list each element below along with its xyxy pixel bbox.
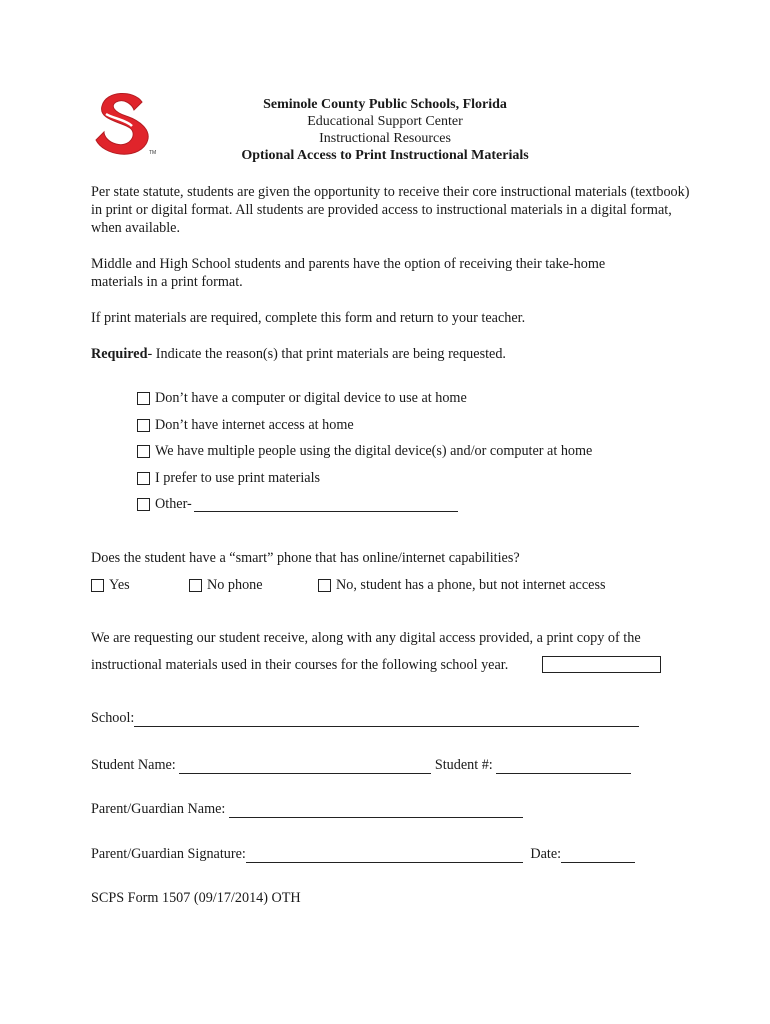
request-line-2: instructional materials used in their courses for the following school year. — [91, 657, 509, 673]
required-label: Required — [91, 346, 148, 362]
date-input-line[interactable] — [561, 848, 635, 863]
required-line — [91, 345, 691, 363]
option-label: No phone — [207, 577, 263, 593]
guardian-signature-input-line[interactable] — [246, 848, 523, 863]
reason-shared-device — [137, 442, 592, 460]
middle-high-paragraph: Middle and High School students and parents have the option of receiving their take-home materials in a print format. — [91, 256, 606, 290]
reason-other — [137, 495, 458, 513]
phone-question: Does the student have a “smart” phone that has online/internet capabilities? — [91, 550, 520, 566]
student-field — [91, 756, 631, 774]
instructions-paragraph: If print materials are required, complete this form and return to your teacher. — [91, 310, 526, 326]
guardian-name-input-line[interactable] — [229, 803, 523, 818]
guardian-name-field — [91, 800, 523, 818]
student-name-input-line[interactable] — [179, 759, 431, 774]
checkbox[interactable] — [137, 419, 150, 432]
phone-option-yes — [91, 576, 130, 594]
guardian-signature-field — [91, 845, 635, 863]
checkbox[interactable] — [91, 579, 104, 592]
scps-logo — [92, 88, 158, 158]
dept-name: Educational Support Center — [307, 114, 463, 129]
checkbox[interactable] — [189, 579, 202, 592]
reason-label: Don’t have a computer or digital device to use at home — [155, 390, 467, 406]
reason-prefer-print — [137, 469, 320, 487]
org-name: Seminole County Public Schools, Florida — [263, 97, 507, 112]
option-label: No, student has a phone, but not internet access — [336, 577, 606, 593]
phone-option-no-internet — [318, 576, 606, 594]
form-header — [150, 96, 620, 164]
checkbox[interactable] — [137, 392, 150, 405]
reason-no-device — [137, 389, 467, 407]
student-number-label: Student #: — [434, 757, 493, 773]
reason-label: We have multiple people using the digital device(s) and/or computer at home — [155, 443, 593, 459]
required-text: - Indicate the reason(s) that print materials are being requested. — [147, 346, 506, 362]
checkbox[interactable] — [137, 498, 150, 511]
option-label: Yes — [109, 577, 130, 593]
reason-label: Other- — [155, 496, 192, 512]
reason-no-internet — [137, 416, 354, 434]
other-input-line[interactable] — [194, 497, 458, 512]
student-name-label: Student Name: — [91, 757, 176, 773]
guardian-name-label: Parent/Guardian Name: — [91, 801, 226, 817]
reason-label: I prefer to use print materials — [155, 470, 321, 486]
checkbox[interactable] — [318, 579, 331, 592]
checkbox[interactable] — [137, 445, 150, 458]
phone-option-no-phone — [189, 576, 263, 594]
reason-label: Don’t have internet access at home — [155, 417, 354, 433]
form-number: SCPS Form 1507 (09/17/2014) OTH — [91, 890, 301, 906]
svg-text:TM: TM — [149, 150, 157, 156]
form-title: Optional Access to Print Instructional Materials — [241, 148, 529, 163]
school-field — [91, 709, 639, 727]
request-line-1: We are requesting our student receive, along with any digital access provided, a print copy of the — [91, 630, 641, 646]
school-label: School: — [91, 710, 135, 726]
unit-name: Instructional Resources — [319, 131, 451, 146]
school-input-line[interactable] — [134, 712, 639, 727]
statute-paragraph: Per state statute, students are given the opportunity to receive their core instructional materials (textbook) in print or digital format. All students are provided access to instructional materials in a digital format, when available. — [91, 184, 690, 236]
checkbox[interactable] — [137, 472, 150, 485]
school-year-input[interactable] — [542, 656, 661, 673]
date-label: Date: — [530, 846, 562, 862]
guardian-signature-label: Parent/Guardian Signature: — [91, 846, 246, 862]
student-number-input-line[interactable] — [496, 759, 631, 774]
